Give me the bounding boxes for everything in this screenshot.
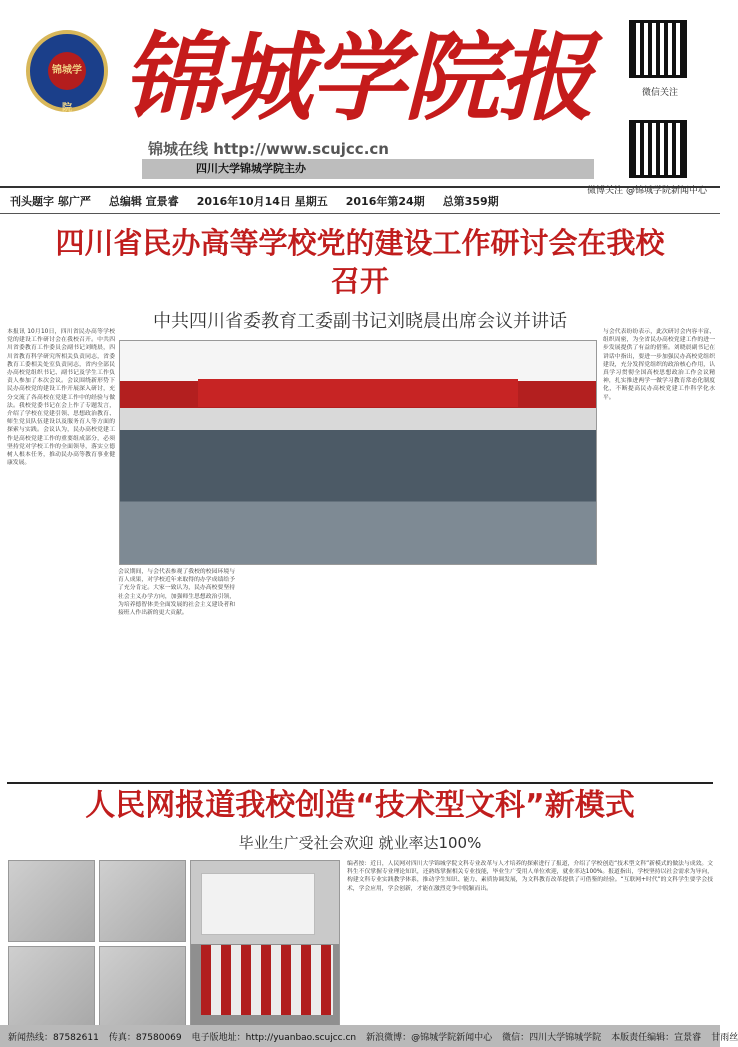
student-photo: [99, 946, 186, 1028]
story1-lower-column: 会议期间，与会代表参观了我校的校园环境与育人成果，对学校近年来取得的办学成绩给予了充分肯定。大家一致认为，民办高校要坚持社会主义办学方向，加强师生思想政治引领，为培养德智体美全面发展的社会主义建设者和接班人作出新的更大贡献。: [118, 569, 235, 617]
site-line: [148, 138, 389, 159]
logo-emblem: 锦城学院: [48, 52, 86, 90]
weibo-qr-code: [629, 120, 687, 178]
site-label: 锦城在线: [148, 140, 209, 158]
story2-featured-photo: [190, 860, 340, 1028]
conference-photo: [119, 340, 597, 565]
masthead: [0, 0, 720, 196]
books-photo: [8, 946, 95, 1028]
total-issue-number: 总第359期: [442, 194, 499, 208]
weibo-account: 新浪微博：@锦城学院新闻中心: [366, 1032, 493, 1043]
newspaper-title: 锦城学院报: [122, 21, 592, 134]
story1-right-column: 与会代表纷纷表示，此次研讨会内容丰富、组织周密，为全省民办高校党建工作的进一步发展提供了有益的借鉴。刘晓晨副书记在讲话中指出，要进一步加强民办高校党组织建设，充分发挥党组织的政治核心作用，认真学习贯彻全国高校思想政治工作会议精神，扎实推进两学一做学习教育常态化制度化，不断提高民办高校党建工作科学化水平。: [603, 329, 715, 401]
newspaper-photo: [8, 860, 95, 942]
wechat-qr-code: [629, 20, 687, 78]
story1-lower-text: [118, 568, 598, 778]
second-headline: 人民网报道我校创造“技术型文科”新模式: [85, 788, 635, 823]
main-subhead: 中共四川省委教育工委副书记刘晓晨出席会议并讲话: [153, 311, 567, 332]
wechat-account: 微信：四川大学锦城学院: [502, 1032, 602, 1043]
issue-date: 2016年10月14日 星期五: [196, 194, 328, 208]
second-subhead: 毕业生广受社会欢迎 就业率达100%: [238, 834, 482, 852]
issue-number: 2016年第24期: [345, 194, 425, 208]
exhibit-photo: [99, 860, 186, 942]
fax-number: 传真：87580069: [108, 1032, 182, 1043]
weibo-label: 微博关注 @锦城学院新闻中心: [587, 186, 707, 196]
main-headline: 四川省民办高等学校党的建设工作研讨会在我校召开: [55, 226, 665, 298]
school-logo: [26, 30, 108, 112]
site-url[interactable]: http://www.scujcc.cn: [213, 140, 389, 158]
section-divider: [7, 782, 713, 784]
epaper-address[interactable]: 电子版地址：http://yuanbao.scujcc.cn: [191, 1032, 357, 1043]
sponsor-bar: 四川大学锦城学院主办: [142, 159, 594, 179]
story1-left-column: 本报讯 10月10日，四川省民办高等学校党的建设工作研讨会在我校召开。中共四川省委教育工作委员会副书记刘晓晨，四川省教育科学研究所相关负责同志，省委教育工委相关处室负责同志，省内全部民办高校党组织书记、副书记及学生工作负责人参加了本次会议。会议围绕新形势下民办高校党的建设工作开展深入研讨，充分交流了各高校在党建工作中的经验与做法。我校党委书记在会上作了专题发言，介绍了学校在党建引领、思想政治教育、师生党员队伍建设以及服务育人等方面的探索与实践。会议认为，民办高校党建工作是高校党建工作的重要组成部分，必须坚持党对学校工作的全面领导，落实立德树人根本任务，推动民办高等教育事业健康发展。: [7, 329, 115, 467]
footer-bar: [0, 1025, 738, 1047]
issue-meta-bar: [0, 186, 720, 214]
designer: 甘雨丝: [711, 1032, 738, 1043]
wechat-label: 微信关注: [641, 88, 678, 98]
story2-photo-grid: [8, 860, 186, 1028]
chief-editor: 总编辑 宣景睿: [108, 194, 179, 208]
story2-body: 编者按：近日，人民网对四川大学锦城学院文科专业改革与人才培养的探索进行了报道，介绍了学校创造“技术型文科”新模式的做法与成效。文科生不仅掌握专业理论知识，还熟练掌握相关专业技能，毕业生广受用人单位欢迎，就业率达100%。报道指出，学校坚持以社会需求为导向，构建文科专业实践教学体系，推动学生知识、能力、素质协调发展，为文科教育改革提供了可借鉴的经验。“互联网+时代”的文科学生要学会技术，学会应用，学会创新，才能在激烈竞争中脱颖而出。: [347, 861, 713, 892]
title-editor: 刊头题字 邬广严: [10, 194, 91, 208]
news-hotline: 新闻热线：87582611: [8, 1032, 99, 1043]
responsible-editor: 本版责任编辑：宣景睿: [611, 1032, 702, 1043]
